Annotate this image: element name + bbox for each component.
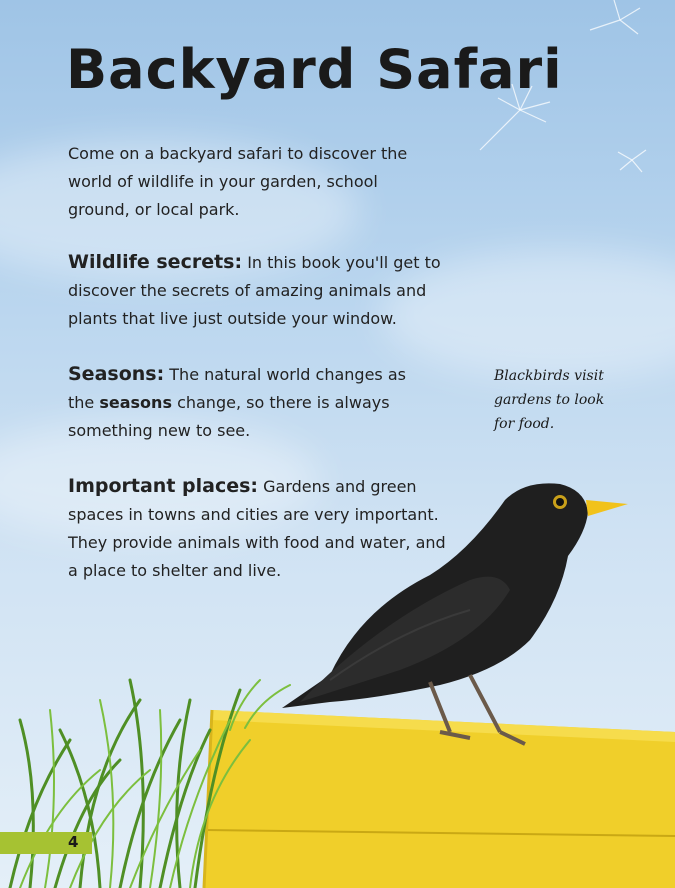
seasons-bold-word: seasons — [99, 393, 172, 412]
section-heading: Important places: — [68, 475, 259, 497]
section-text: The natural world changes as the — [68, 365, 406, 412]
blackbird — [282, 483, 628, 744]
section-heading: Seasons: — [68, 363, 165, 385]
page-title: Backyard Safari — [66, 38, 563, 101]
wildlife-secrets-paragraph — [68, 248, 448, 333]
photo-caption: Blackbirds visit gardens to look for food. — [494, 368, 605, 432]
section-heading: Wildlife secrets: — [68, 251, 243, 273]
section-text: Gardens and green spaces in towns and cities are very important. They provide animals with food and water, and a place to shelter and live. — [68, 477, 446, 580]
seasons-paragraph — [68, 360, 428, 445]
page-number: 4 — [68, 833, 79, 851]
beak — [586, 500, 628, 516]
section-text: In this book you'll get to discover the secrets of amazing animals and plants that live just outside your window. — [68, 253, 441, 328]
section-text: change, so there is always something new to see. — [68, 393, 390, 440]
yellow-fence — [204, 710, 675, 888]
blackbird-photo — [0, 470, 675, 888]
intro-paragraph: Come on a backyard safari to discover the world of wildlife in your garden, school ground, or local park. — [68, 144, 408, 219]
page-number-tab — [0, 832, 92, 854]
